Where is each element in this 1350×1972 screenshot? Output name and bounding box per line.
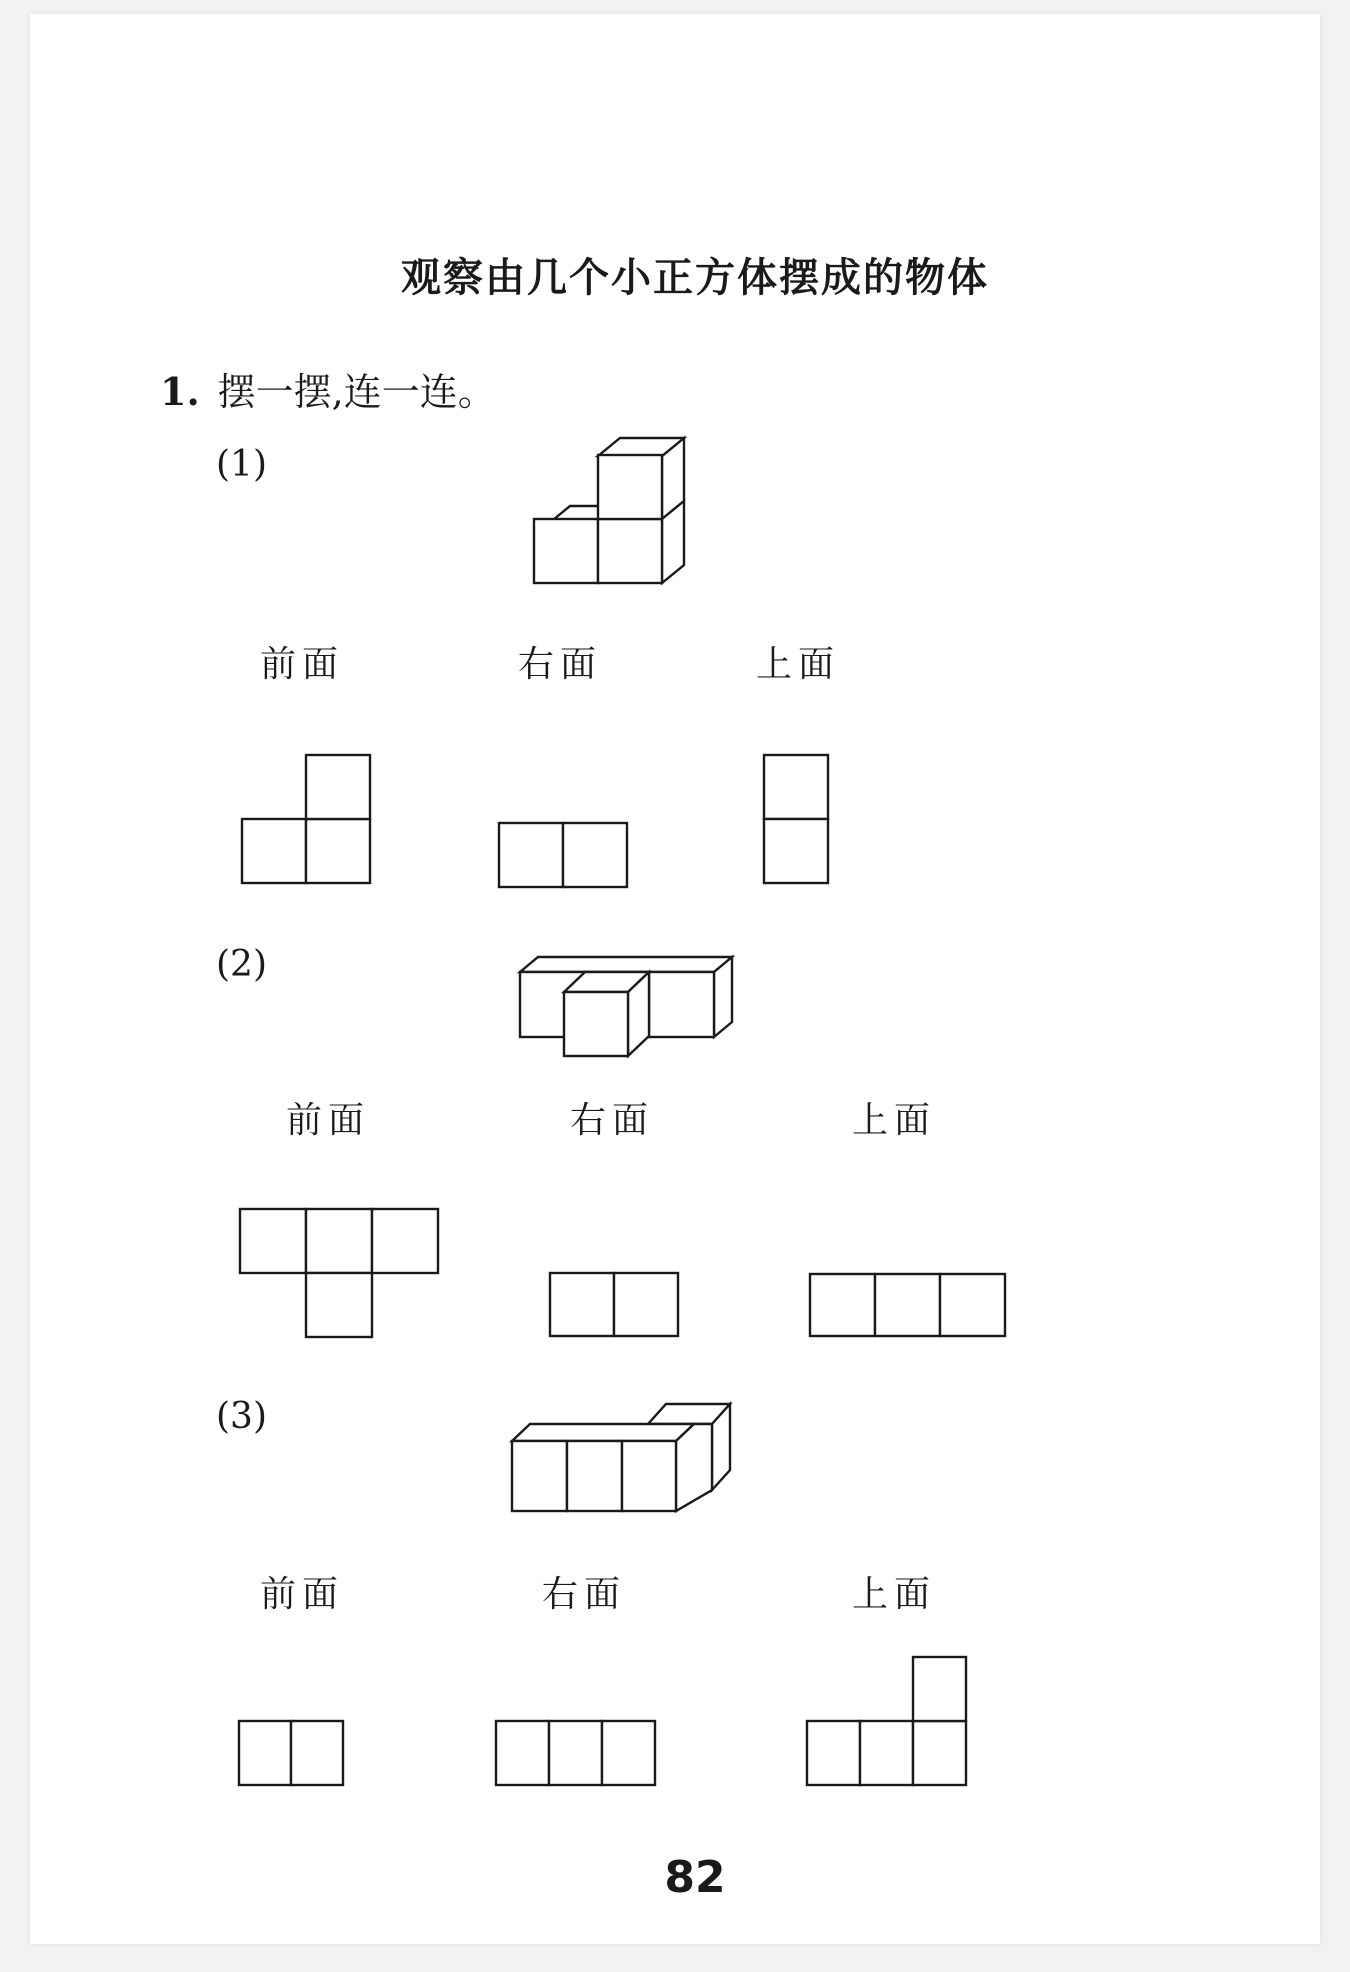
worksheet-page <box>30 14 1320 1944</box>
part-3-view-front-label: 前面 <box>260 1574 345 1615</box>
part-3-view-right-label: 右面 <box>542 1574 627 1615</box>
page-title: 观察由几个小正方体摆成的物体 <box>401 255 989 301</box>
part-1-view-top-label: 上面 <box>756 644 841 685</box>
part-2-label: (2) <box>216 944 267 985</box>
part-3-view-shapes <box>30 14 1320 1944</box>
question-number: 1. <box>160 369 200 414</box>
part-2-view-right-label: 右面 <box>570 1100 655 1141</box>
question-text: 摆一摆,连一连。 <box>217 370 496 414</box>
part-2-view-front-label: 前面 <box>286 1100 371 1141</box>
part-1-view-right-label: 右面 <box>518 644 603 685</box>
part-1-view-front-label: 前面 <box>260 644 345 685</box>
part-2-view-top-label: 上面 <box>852 1100 937 1141</box>
page-number: 82 <box>664 1852 726 1903</box>
part-3-label: (3) <box>216 1396 267 1437</box>
part-3-view-top-label: 上面 <box>852 1574 937 1615</box>
part-1-label: (1) <box>216 444 267 485</box>
